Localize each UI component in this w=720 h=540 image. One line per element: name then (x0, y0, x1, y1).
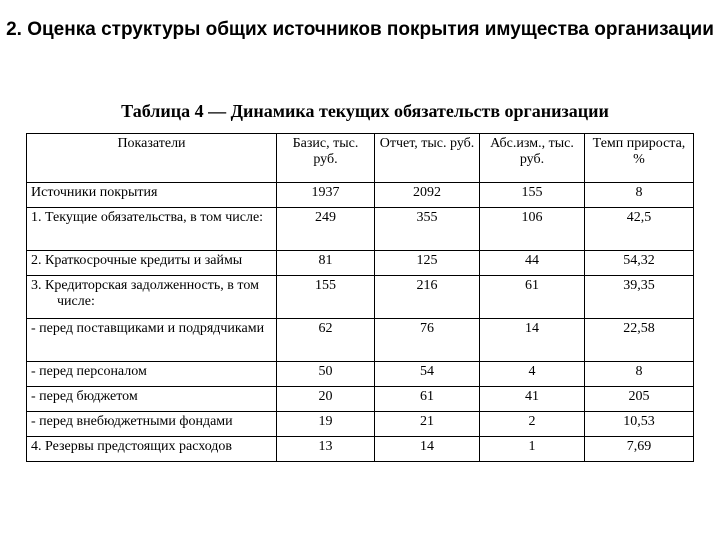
table-row (27, 412, 694, 437)
row-label: 3. Кредиторская задолженность, в том числе: (27, 276, 277, 319)
liabilities-table (26, 133, 694, 462)
row-label: - перед внебюджетными фондами (27, 412, 277, 437)
row-label: 2. Краткосрочные кредиты и займы (27, 251, 277, 276)
cell-abs-change: 44 (480, 251, 585, 276)
cell-abs-change: 1 (480, 437, 585, 462)
row-label: 1. Текущие обязательства, в том числе: (27, 208, 277, 251)
cell-base: 1937 (277, 183, 375, 208)
table-row (27, 362, 694, 387)
cell-base: 19 (277, 412, 375, 437)
row-label: Источники покрытия (27, 183, 277, 208)
cell-growth-rate: 22,58 (585, 319, 694, 362)
cell-growth-rate: 39,35 (585, 276, 694, 319)
cell-base: 50 (277, 362, 375, 387)
column-header-growth-rate: Темп прироста, % (585, 134, 694, 183)
cell-report: 76 (375, 319, 480, 362)
cell-report: 54 (375, 362, 480, 387)
cell-growth-rate: 205 (585, 387, 694, 412)
cell-growth-rate: 8 (585, 183, 694, 208)
cell-abs-change: 155 (480, 183, 585, 208)
table-row (27, 319, 694, 362)
cell-abs-change: 4 (480, 362, 585, 387)
cell-growth-rate: 7,69 (585, 437, 694, 462)
cell-report: 2092 (375, 183, 480, 208)
slide-title: 2. Оценка структуры общих источников покрытия имущества организации (6, 19, 714, 40)
cell-base: 62 (277, 319, 375, 362)
cell-base: 13 (277, 437, 375, 462)
cell-abs-change: 2 (480, 412, 585, 437)
cell-base: 81 (277, 251, 375, 276)
cell-report: 125 (375, 251, 480, 276)
row-label: - перед бюджетом (27, 387, 277, 412)
cell-abs-change: 61 (480, 276, 585, 319)
cell-growth-rate: 10,53 (585, 412, 694, 437)
table-row (27, 183, 694, 208)
cell-abs-change: 14 (480, 319, 585, 362)
cell-base: 249 (277, 208, 375, 251)
column-header-base: Базис, тыс. руб. (277, 134, 375, 183)
cell-report: 216 (375, 276, 480, 319)
cell-growth-rate: 42,5 (585, 208, 694, 251)
cell-base: 155 (277, 276, 375, 319)
cell-growth-rate: 54,32 (585, 251, 694, 276)
row-label: - перед персоналом (27, 362, 277, 387)
column-header-abs-change: Абс.изм., тыс. руб. (480, 134, 585, 183)
column-header-report: Отчет, тыс. руб. (375, 134, 480, 183)
cell-base: 20 (277, 387, 375, 412)
cell-report: 21 (375, 412, 480, 437)
row-label: - перед поставщиками и подрядчиками (27, 319, 277, 362)
cell-report: 355 (375, 208, 480, 251)
cell-report: 61 (375, 387, 480, 412)
table-row (27, 208, 694, 251)
cell-abs-change: 106 (480, 208, 585, 251)
cell-report: 14 (375, 437, 480, 462)
table-row (27, 387, 694, 412)
table-caption: Таблица 4 — Динамика текущих обязательств организации (121, 101, 609, 121)
table-row (27, 437, 694, 462)
cell-abs-change: 41 (480, 387, 585, 412)
table-header-row (27, 134, 694, 183)
table-row (27, 276, 694, 319)
cell-growth-rate: 8 (585, 362, 694, 387)
column-header-indicators: Показатели (27, 134, 277, 183)
row-label: 4. Резервы предстоящих расходов (27, 437, 277, 462)
table-row (27, 251, 694, 276)
